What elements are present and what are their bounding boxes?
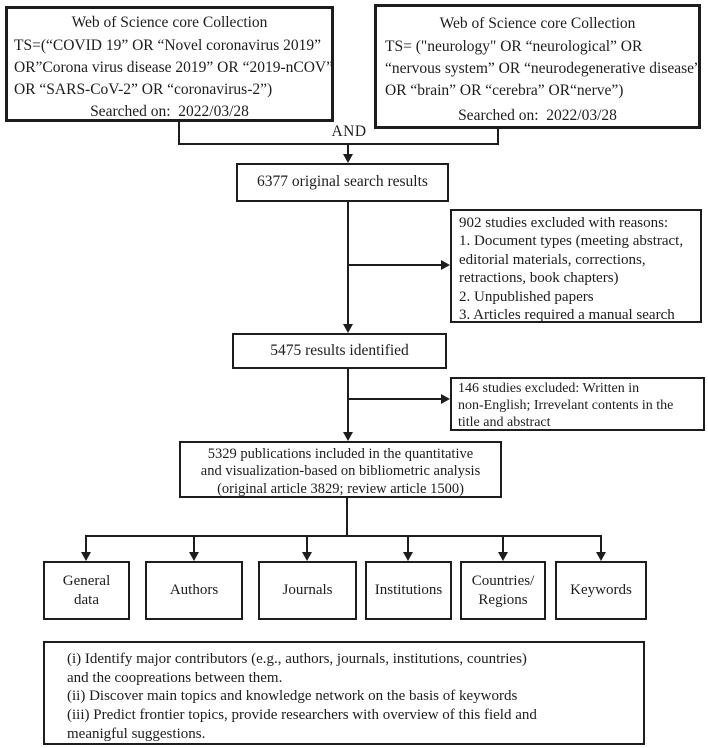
- covid-query-line-3: OR “SARS-CoV-2” OR “coronavirus-2”): [14, 81, 273, 98]
- category-countries-label-line-1: Countries/: [471, 572, 535, 589]
- connector-branch-excluded-reasons: [347, 264, 442, 266]
- included-line-2: and visualization-based on bibliometric analysis: [200, 463, 481, 480]
- excluded-language-box: [450, 377, 705, 431]
- arrowhead-to-excluded-language: [441, 394, 450, 404]
- excluded-reasons-line-6: 3. Articles required a manual search: [459, 307, 675, 324]
- objective-line-4: (iii) Predict frontier topics, provide researchers with overview of this field and: [67, 707, 537, 724]
- category-general-data-box: [43, 561, 130, 620]
- connector-and-join: [178, 143, 499, 145]
- neuro-query-line-2: “nervous system” OR “neurodegenerative disease”: [385, 60, 701, 77]
- arrowhead-to-excluded-reasons: [441, 260, 450, 270]
- arrowhead-to-countries: [498, 552, 508, 561]
- category-institutions-label: Institutions: [374, 582, 443, 598]
- category-authors-box: [145, 561, 243, 620]
- objective-line-2: and the coopreations between them.: [67, 669, 283, 686]
- excluded-reasons-line-3: editorial materials, corrections,: [459, 251, 646, 268]
- excluded-reasons-box: [450, 209, 702, 323]
- excluded-language-line-1: 146 studies excluded: Written in: [458, 381, 640, 396]
- connector-branch-excluded-language: [347, 398, 442, 400]
- excluded-reasons-line-4: retractions, book chapters): [459, 270, 619, 287]
- arrowhead-to-general: [81, 552, 91, 561]
- study-objectives-box: [43, 641, 645, 745]
- category-journals-box: [258, 561, 357, 620]
- covid-searched-date: Searched on: 2022/03/28: [90, 103, 249, 120]
- connector-identified-stem: [347, 369, 349, 434]
- category-keywords-label: Keywords: [570, 582, 632, 598]
- wos-neurology-query-box: [374, 4, 701, 129]
- wos-covid-title: Web of Science core Collection: [71, 14, 268, 31]
- neuro-query-line-1: TS= ("neurology" OR “neurological” OR: [385, 38, 643, 55]
- arrowhead-to-authors: [189, 552, 199, 561]
- excluded-reasons-line-1: 902 studies excluded with reasons:: [459, 215, 669, 231]
- category-authors-label: Authors: [169, 582, 219, 598]
- identified-results-label: 5475 results identified: [270, 342, 409, 359]
- included-line-1: 5329 publications included in the quantitative: [207, 446, 474, 462]
- objective-line-1: (i) Identify major contributors (e.g., authors, journals, institutions, countries): [67, 651, 527, 667]
- arrowhead-to-original-results: [343, 154, 353, 163]
- excluded-language-line-2: non-English; Irrevelant contents in the: [458, 398, 674, 414]
- objective-line-5: meanigful suggestions.: [67, 725, 206, 742]
- included-line-3: (original article 3829; review article 1500): [217, 480, 464, 497]
- original-results-label: 6377 original search results: [257, 173, 428, 190]
- arrowhead-to-journals: [302, 552, 312, 561]
- arrowhead-to-keywords: [596, 552, 606, 561]
- wos-covid-query-box: [5, 6, 334, 122]
- category-journals-label: Journals: [282, 582, 333, 598]
- arrowhead-to-institutions: [403, 552, 413, 561]
- and-operator-label: AND: [331, 123, 367, 140]
- covid-query-line-1: TS=(“COVID 19” OR “Novel coronavirus 2019”: [14, 37, 322, 54]
- excluded-language-line-3: title and abstract: [458, 415, 551, 431]
- neuro-query-line-3: OR “brain” OR “cerebra” OR“nerve”): [385, 82, 624, 99]
- arrowhead-to-identified: [343, 324, 353, 333]
- original-results-box: [236, 163, 449, 202]
- arrowhead-to-included: [343, 432, 353, 441]
- category-countries-label-line-2: Regions: [478, 591, 528, 608]
- identified-results-box: [232, 333, 447, 369]
- excluded-reasons-line-2: 1. Document types (meeting abstract,: [459, 233, 684, 250]
- category-countries-regions-box: [460, 561, 546, 620]
- category-institutions-box: [365, 561, 452, 620]
- excluded-reasons-line-5: 2. Unpublished papers: [459, 288, 594, 305]
- included-publications-box: [179, 441, 502, 498]
- neuro-searched-date: Searched on: 2022/03/28: [458, 107, 617, 124]
- wos-neurology-title: Web of Science core Collection: [439, 15, 636, 32]
- category-general-label-line-1: General: [62, 572, 111, 589]
- objective-line-3: (ii) Discover main topics and knowledge network on the basis of keywords: [67, 688, 518, 705]
- connector-left-drop: [178, 122, 180, 145]
- connector-category-rail: [85, 535, 602, 537]
- connector-included-stem: [346, 498, 348, 537]
- category-general-label-line-2: data: [74, 591, 99, 608]
- covid-query-line-2: OR”Corona virus disease 2019” OR “2019-nCOV”: [14, 59, 333, 76]
- category-keywords-box: [555, 561, 647, 620]
